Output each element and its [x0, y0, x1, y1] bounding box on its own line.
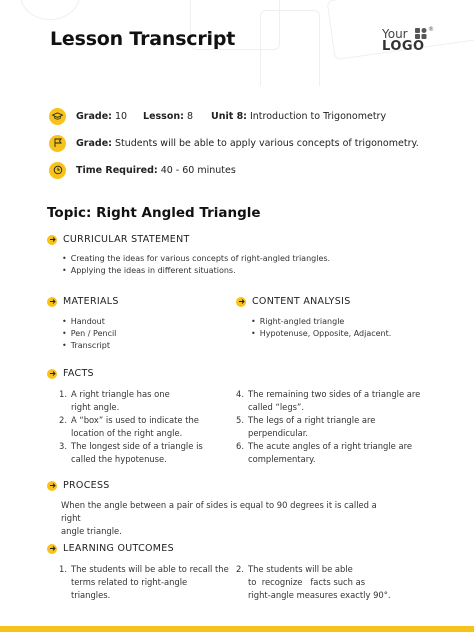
list-item: 1. A right triangle has one right angle. [59, 389, 170, 412]
list-item: 2. A “box” is used to indicate the location of the right angle. [59, 415, 199, 438]
time-label: Time Required: [76, 164, 158, 176]
unit-value: Introduction to Trigonometry [249, 110, 387, 122]
info-row-grade [49, 107, 386, 125]
list-item: 1. The students will be able to recall the terms related to right-angle triangles. [59, 564, 229, 600]
section-materials-heading [47, 296, 119, 307]
arrow-right-icon [47, 235, 57, 245]
list-item: 6. The acute angles of a right triangle are complementary. [236, 441, 413, 464]
facts-list-right [236, 388, 436, 466]
clock-icon [49, 162, 66, 179]
arrow-right-icon [47, 297, 57, 307]
facts-list-left [59, 388, 229, 466]
logo [382, 26, 434, 54]
section-title: FACTS [63, 368, 94, 379]
list-item: • Right-angled triangle [251, 316, 391, 328]
lesson-label: Lesson: [143, 110, 184, 122]
info-row-time [49, 161, 236, 179]
list-item: • Handout [62, 316, 116, 328]
list-item: 3. The longest side of a triangle is called the hypotenuse. [59, 441, 203, 464]
graduation-cap-icon [49, 108, 66, 125]
info-row-goal [49, 134, 419, 152]
arrow-right-icon [47, 481, 57, 491]
page-title: Lesson Transcript [50, 28, 236, 50]
section-facts-heading [47, 368, 94, 379]
list-item: • Hypotenuse, Opposite, Adjacent. [251, 328, 391, 340]
decorative-shape [260, 10, 320, 86]
section-process-heading [47, 480, 110, 491]
materials-list [62, 316, 116, 352]
section-title: LEARNING OUTCOMES [63, 543, 174, 554]
list-item: • Creating the ideas for various concepts of right-angled triangles. [62, 253, 330, 265]
lesson-value: 8 [186, 110, 193, 122]
process-text: When the angle between a pair of sides is equal to 90 degrees it is called a right angle triangle. [61, 500, 377, 536]
logo-text-bottom: LOGO [382, 39, 425, 54]
header-banner [0, 0, 474, 86]
grade-value: 10 [114, 110, 128, 122]
footer-accent-bar [0, 626, 474, 632]
outcomes-list-right [236, 563, 436, 602]
list-item: • Transcript [62, 340, 116, 352]
goal-label: Grade: [76, 137, 112, 149]
list-item: 4. The remaining two sides of a triangle are called “legs”. [236, 389, 421, 412]
section-title: CURRICULAR STATEMENT [63, 234, 190, 245]
unit-label: Unit 8: [210, 110, 247, 122]
section-title: CONTENT ANALYSIS [252, 296, 351, 307]
logo-mark-icon [415, 28, 427, 39]
arrow-right-icon [47, 544, 57, 554]
goal-value: Students will be able to apply various concepts of trigonometry. [114, 137, 419, 149]
topic-heading: Topic: Right Angled Triangle [47, 205, 261, 221]
grade-label: Grade: [76, 110, 112, 122]
list-item: 2. The students will be able to recognize facts such as right-angle measures exactly 90°. [236, 564, 391, 600]
section-curricular-heading [47, 234, 190, 245]
logo-text-top: Your [382, 27, 408, 41]
decorative-shape [20, 0, 80, 20]
list-item: 5. The legs of a right triangle are perpendicular. [236, 415, 376, 438]
content-analysis-list [251, 316, 391, 340]
list-item: • Pen / Pencil [62, 328, 116, 340]
flag-icon [49, 135, 66, 152]
section-title: PROCESS [63, 480, 110, 491]
section-learning-outcomes-heading [47, 543, 174, 554]
arrow-right-icon [47, 369, 57, 379]
outcomes-list-left [59, 563, 234, 602]
registered-mark: ® [428, 26, 434, 33]
time-value: 40 - 60 minutes [160, 164, 236, 176]
section-title: MATERIALS [63, 296, 119, 307]
section-content-analysis-heading [236, 296, 351, 307]
arrow-right-icon [236, 297, 246, 307]
list-item: • Applying the ideas in different situations. [62, 265, 330, 277]
curricular-list [62, 253, 330, 277]
